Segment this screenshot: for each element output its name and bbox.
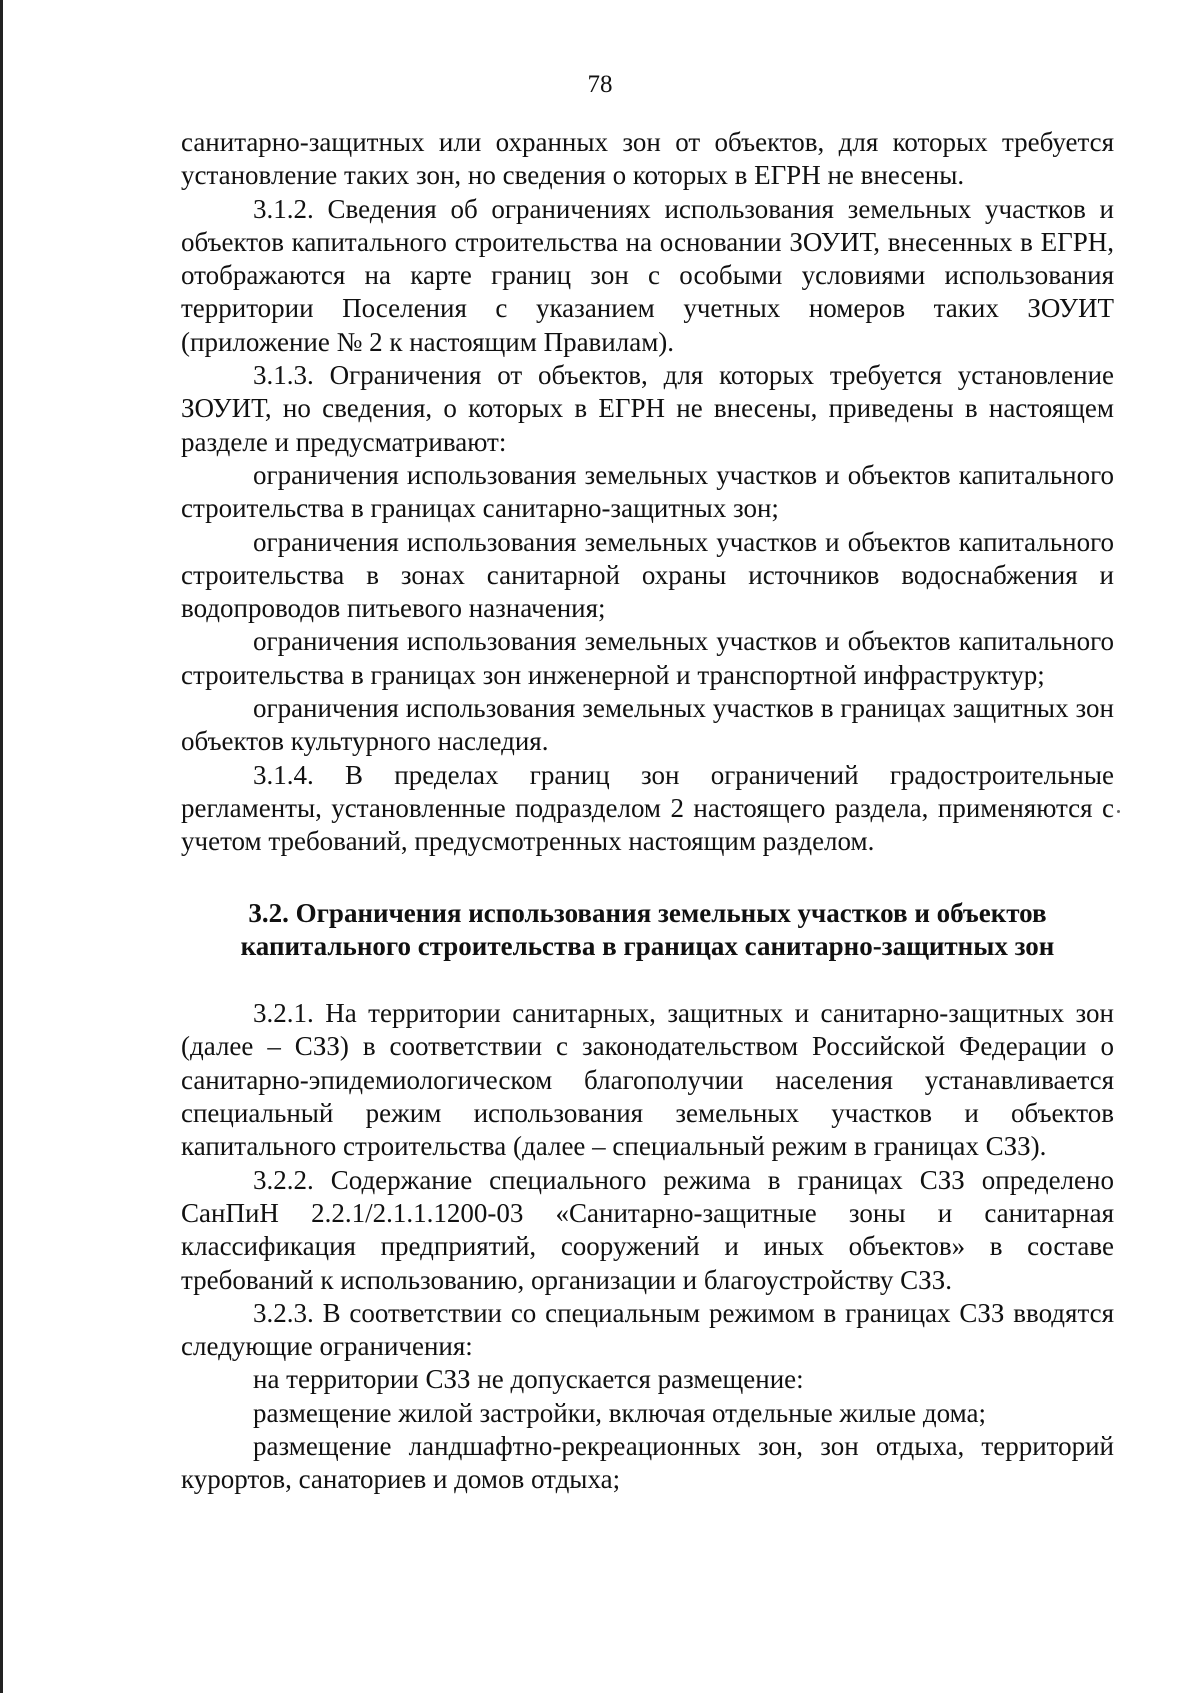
scan-speck: [1117, 810, 1120, 813]
list-item-sanitary-zones: ограничения использования земельных участков и объектов капитального строительства в границах санитарно-защитных зон;: [181, 459, 1114, 524]
list-item-heritage: ограничения использования земельных участков в границах защитных зон объектов культурного наследия.: [181, 693, 1114, 757]
section-heading-line-2: капитального строительства в границах санитарно-защитных зон: [240, 930, 1055, 961]
paragraph-3-1-3: 3.1.3. Ограничения от объектов, для которых требуется установление ЗОУИТ, но сведения, о которых в ЕГРН не внесены, приведены в настоящем разделе и предусматривают:: [181, 360, 1114, 457]
list-intro-not-allowed: на территории СЗЗ не допускается размещение:: [253, 1364, 804, 1395]
paragraph-3-2-1: 3.2.1. На территории санитарных, защитных и санитарно-защитных зон (далее – СЗЗ) в соответствии с законодательством Российской Федерации о санитарно-эпидемиологическом благополучии населения устанавливается специальный режим использования земельных участков и объектов капитального строительства (далее – специальный режим в границах СЗЗ).: [181, 998, 1114, 1162]
section-heading-3-2: [181, 897, 1114, 964]
list-item-residential: размещение жилой застройки, включая отдельные жилые дома;: [253, 1397, 986, 1428]
list-item-infrastructure: ограничения использования земельных участков и объектов капитального строительства в границах зон инженерной и транспортной инфраструктур;: [181, 626, 1114, 690]
paragraph-3-2-2: 3.2.2. Содержание специального режима в границах СЗЗ определено СанПиН 2.2.1/2.1.1.1200-03 «Санитарно-защитные зоны и санитарная классификация предприятий, сооружений и иных объектов» в составе требований к использованию, организации и благоустройству СЗЗ.: [181, 1164, 1114, 1295]
list-item-water-protection: ограничения использования земельных участков и объектов капитального строительства в зонах санитарной охраны источников водоснабжения и водопроводов питьевого назначения;: [181, 526, 1114, 624]
scan-left-edge: [0, 0, 3, 1693]
paragraph-3-1-4: 3.1.4. В пределах границ зон ограничений градостроительные регламенты, установленные подразделом 2 настоящего раздела, применяются с учетом требований, предусмотренных настоящим разделом.: [181, 759, 1114, 857]
section-heading-line-1: 3.2. Ограничения использования земельных участков и объектов: [248, 897, 1047, 928]
paragraph-3-2-3: 3.2.3. В соответствии со специальным режимом в границах СЗЗ вводятся следующие ограничения:: [181, 1297, 1114, 1362]
page-number: 78: [587, 71, 613, 98]
list-item-recreation: размещение ландшафтно-рекреационных зон, зон отдыха, территорий курортов, санаториев и домов отдыха;: [181, 1430, 1114, 1495]
document-body: [181, 126, 1114, 1497]
paragraph-continuation: санитарно-защитных или охранных зон от объектов, для которых требуется установление таких зон, но сведения о которых в ЕГРН не внесены.: [181, 127, 1114, 191]
paragraph-3-1-2: 3.1.2. Сведения об ограничениях использования земельных участков и объектов капитального строительства на основании ЗОУИТ, внесенных в ЕГРН, отображаются на карте границ зон с особыми условиями использования территории Поселения с указанием учетных номеров таких ЗОУИТ (приложение № 2 к настоящим Правилам).: [181, 193, 1114, 357]
